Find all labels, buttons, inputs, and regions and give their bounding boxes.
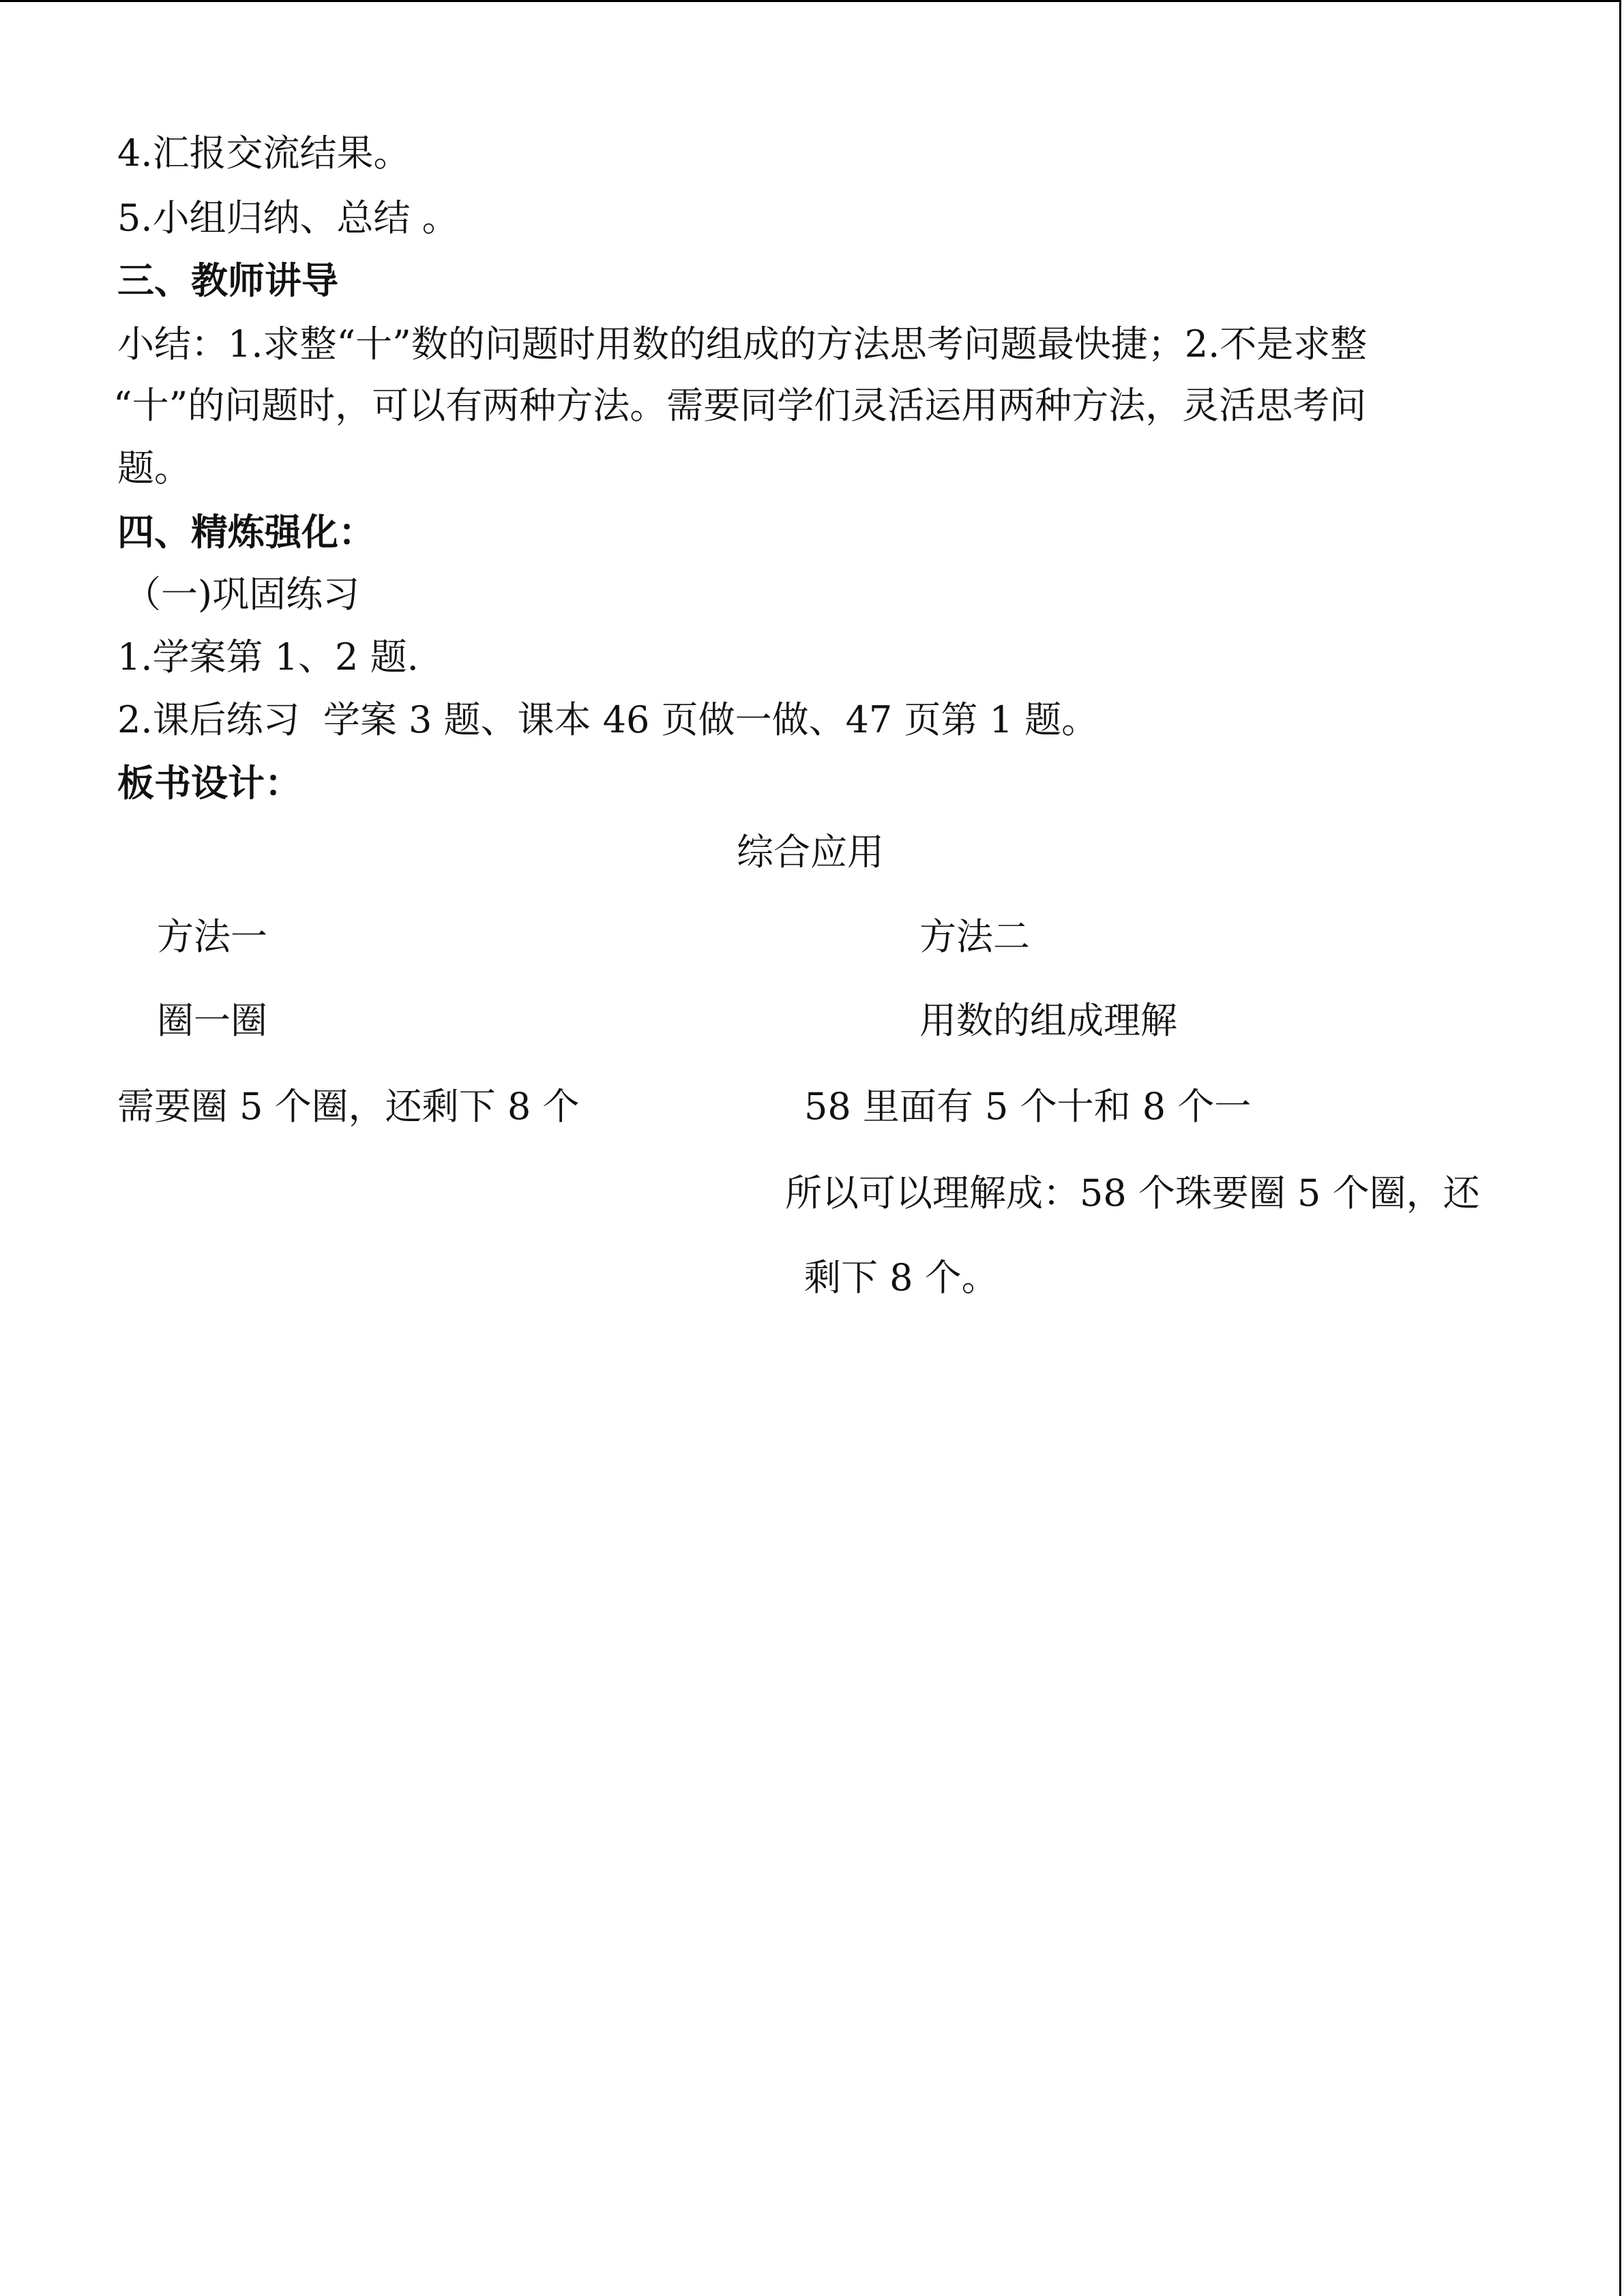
method-2-result-line-3: 剩下 8 个。	[804, 1256, 999, 1299]
summary-line-2: “十”的问题时，可以有两种方法。需要同学们灵活运用两种方法，灵活思考问	[113, 384, 1367, 427]
summary-line-1: 小结：1.求整“十”数的问题时用数的组成的方法思考问题最快捷；2.不是求整	[117, 323, 1368, 366]
summary-line-3: 题。	[117, 447, 191, 490]
step-5-text: 5.小组归纳、总结 。	[117, 196, 459, 239]
method-1-result: 需要圈 5 个圈，还剩下 8 个	[117, 1085, 580, 1128]
method-1-label: 方法一	[157, 915, 267, 958]
board-design-title: 综合应用	[737, 831, 884, 874]
board-design-heading: 板书设计：	[117, 762, 301, 805]
method-2-result-line-2: 所以可以理解成：58 个珠要圈 5 个圈，还	[785, 1172, 1480, 1214]
method-2-label: 方法二	[919, 915, 1030, 958]
teacher-section-heading: 三、教师讲导	[117, 259, 338, 302]
practice-subheading: （一)巩固练习	[124, 573, 360, 616]
step-4-text: 4.汇报交流结果。	[117, 132, 411, 175]
practice-item-1: 1.学案第 1、2 题.	[117, 636, 419, 679]
practice-section-heading: 四、精炼强化：	[117, 511, 375, 554]
method-2-result-line-1: 58 里面有 5 个十和 8 个一	[804, 1085, 1252, 1128]
method-1-name: 圈一圈	[157, 999, 267, 1042]
method-2-name: 用数的组成理解	[919, 999, 1177, 1042]
practice-item-2: 2.课后练习 学案 3 题、课本 46 页做一做、47 页第 1 题。	[117, 698, 1099, 741]
